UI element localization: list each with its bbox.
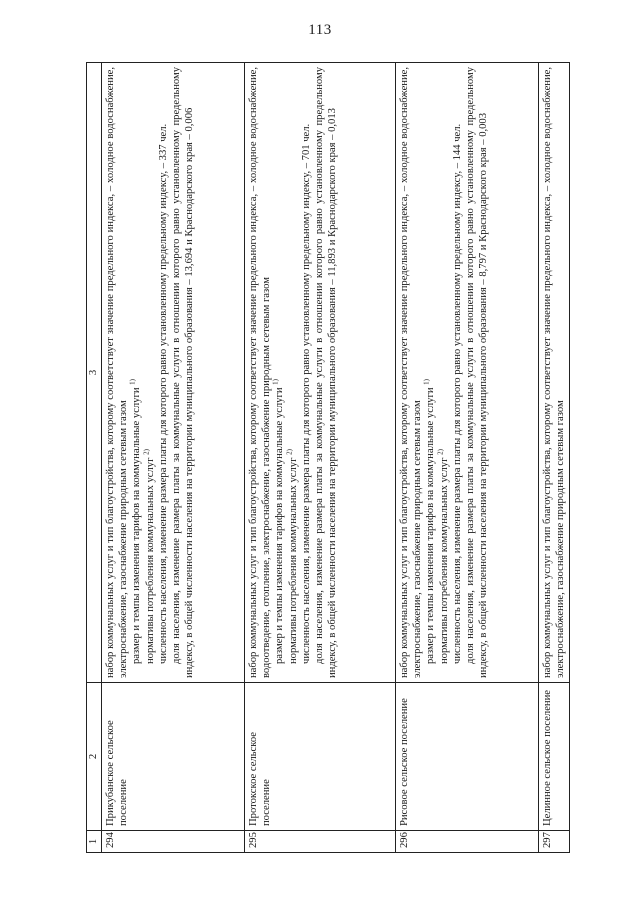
- row-number: 295: [245, 831, 396, 853]
- header-col-2: 2: [87, 683, 102, 831]
- table-header-row: [87, 63, 102, 853]
- services-set: набор коммунальных услуг и тип благоустройства, которому соответствует значение предельного индекса, – холодное водоснабжение, электроснабжение, газоснабжение природным сетевым газом: [542, 67, 567, 678]
- row-description: [245, 63, 396, 683]
- norms-line: нормативы потребления коммунальных услуг $^{2)}$: [436, 449, 450, 664]
- share-line: доля населения, изменение размера платы за коммунальные услуги в отношении которого равно установленному предельному индексу, в общей численности населения на территории муниципального образования – 8,797 и Краснодарского края – 0,003: [465, 67, 490, 678]
- table-row: [245, 63, 396, 853]
- settlement-name: Рисовое сельское поселение: [396, 683, 539, 831]
- header-col-1: 1: [87, 831, 102, 853]
- page-number: 113: [308, 22, 332, 38]
- share-line: доля населения, изменение размера платы за коммунальные услуги в отношении которого равно установленному предельному индексу, в общей численности населения на территории муниципального образования – 11,893 и Краснодарского края – 0,013: [314, 67, 339, 678]
- row-description: [539, 63, 570, 683]
- table-row: [396, 63, 539, 853]
- row-number: 294: [102, 831, 245, 853]
- table-row: [539, 63, 570, 853]
- row-number: 297: [539, 831, 570, 853]
- header-col-3: 3: [87, 63, 102, 683]
- settlement-name: Целинное сельское поселение: [539, 683, 570, 831]
- services-set: набор коммунальных услуг и тип благоустройства, которому соответствует значение предельного индекса, – холодное водоснабжение, электроснабжение, газоснабжение природным сетевым газом: [399, 67, 424, 678]
- tariff-line: размер и темпы изменения тарифов на коммунальные услуги $^{1)}$: [422, 379, 437, 664]
- norms-line: нормативы потребления коммунальных услуг $^{2)}$: [285, 449, 299, 664]
- rotated-table-container: [86, 63, 584, 853]
- tariff-table: [86, 62, 570, 853]
- services-set: набор коммунальных услуг и тип благоустройства, которому соответствует значение предельного индекса, – холодное водоснабжение, водоотведение, отопление, электроснабжение, газоснабжение природным сетевым газом: [248, 67, 273, 678]
- population-line: численность населения, изменение размера платы для которого равно установленному предельному индексу, – 337 чел.: [157, 123, 169, 664]
- services-set: набор коммунальных услуг и тип благоустройства, которому соответствует значение предельного индекса, – холодное водоснабжение, электроснабжение, газоснабжение природным сетевым газом: [105, 67, 130, 678]
- tariff-line: размер и темпы изменения тарифов на коммунальные услуги $^{1)}$: [128, 379, 143, 664]
- row-description: [102, 63, 245, 683]
- row-description: [396, 63, 539, 683]
- share-line: доля населения, изменение размера платы за коммунальные услуги в отношении которого равно установленному предельному индексу, в общей численности населения на территории муниципального образования – 13,694 и Краснодарского края – 0,006: [171, 67, 196, 678]
- table-row: [102, 63, 245, 853]
- row-number: 296: [396, 831, 539, 853]
- tariff-line: размер и темпы изменения тарифов на коммунальные услуги $^{1)}$: [271, 379, 286, 664]
- settlement-name: Протокское сельское поселение: [245, 683, 396, 831]
- norms-line: нормативы потребления коммунальных услуг $^{2)}$: [142, 449, 156, 664]
- population-line: численность населения, изменение размера платы для которого равно установленному предельному индексу, – 144 чел.: [451, 123, 463, 664]
- settlement-name: Прикубанское сельское поселение: [102, 683, 245, 831]
- population-line: численность населения, изменение размера платы для которого равно установленному предельному индексу, – 701 чел.: [300, 123, 312, 664]
